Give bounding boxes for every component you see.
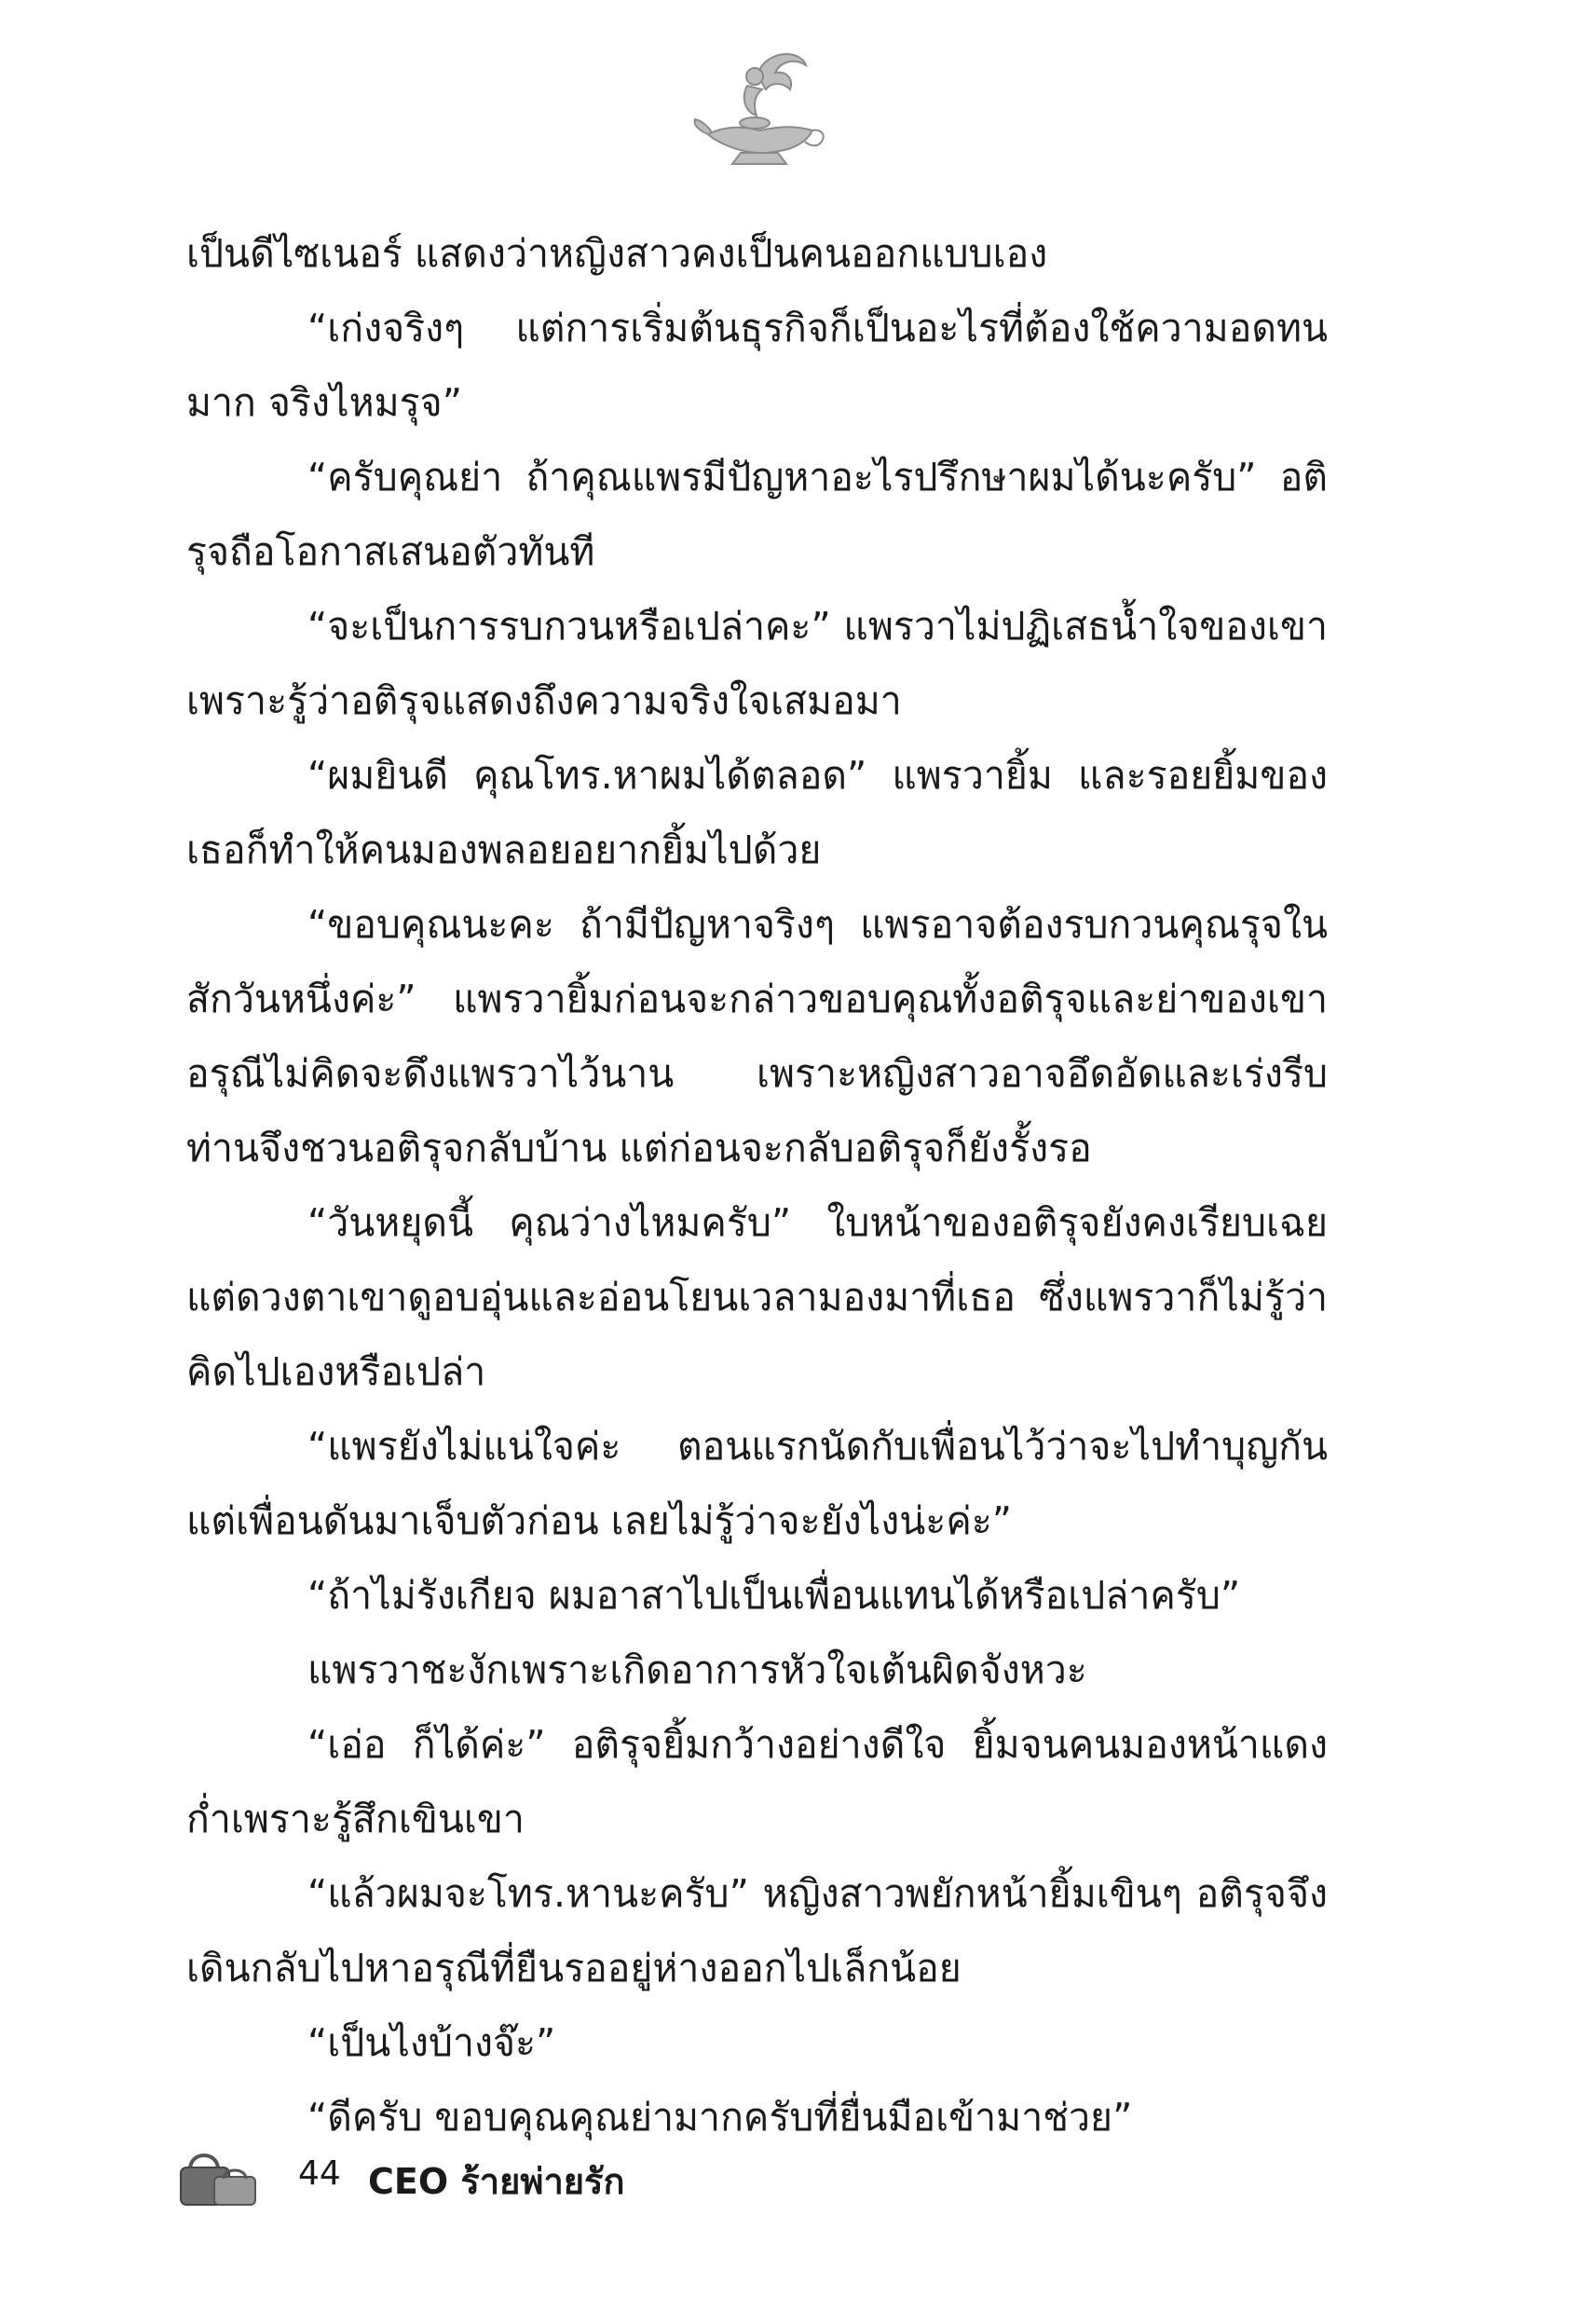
paragraph: “ครับคุณย่า ถ้าคุณแพรมีปัญหาอะไรปรึกษาผมได้นะครับ” อติรุจถือโอกาสเสนอตัวทันที [186, 455, 1328, 574]
paragraph: “แล้วผมจะโทร.หานะครับ” หญิงสาวพยักหน้ายิ้มเขินๆ อติรุจจึงเดินกลับไปหาอรุณีที่ยืนรออยู่ห่างออกไปเล็กน้อย [186, 1871, 1328, 1990]
paragraph: “ถ้าไม่รังเกียจ ผมอาสาไปเป็นเพื่อนแทนได้หรือเปล่าครับ” [307, 1573, 1241, 1618]
paragraph: “วันหยุดนี้ คุณว่างไหมครับ” ใบหน้าของอติรุจยังคงเรียบเฉย แต่ดวงตาเขาดูอบอุ่นและอ่อนโยนเวลามองมาที่เธอ ซึ่งแพรวาก็ไม่รู้ว่าคิดไปเองหรือเปล่า [186, 1200, 1328, 1394]
paragraph: “เป็นไงบ้างจ๊ะ” [307, 2020, 556, 2065]
paragraph: “ผมยินดี คุณโทร.หาผมได้ตลอด” แพรวายิ้ม และรอยยิ้มของเธอก็ทำให้คนมองพลอยอยากยิ้มไปด้วย [186, 753, 1328, 872]
paragraph: “เอ่อ ก็ได้ค่ะ” อติรุจยิ้มกว้างอย่างดีใจ ยิ้มจนคนมองหน้าแดงก่ำเพราะรู้สึกเขินเขา [186, 1722, 1328, 1841]
book-title: CEO ร้ายพ่ายรัก [368, 2161, 625, 2202]
paragraph: “ดีครับ ขอบคุณคุณย่ามากครับที่ยื่นมือเข้ามาช่วย” [307, 2095, 1133, 2140]
paragraph: “ขอบคุณนะคะ ถ้ามีปัญหาจริงๆ แพรอาจต้องรบกวนคุณรุจในสักวันหนึ่งค่ะ” แพรวายิ้มก่อนจะกล่าวขอบคุณทั้งอติรุจและย่าของเขา อรุณีไม่คิดจะดึงแพรวาไว้นาน เพราะหญิงสาวอาจอึดอัดและเร่งรีบ ท่านจึงชวนอติรุจกลับบ้าน แต่ก่อนจะกลับอติรุจก็ยังรั้งรอ [186, 902, 1328, 1170]
paragraph: แพรวาชะงักเพราะเกิดอาการหัวใจเต้นผิดจังหวะ [307, 1648, 1087, 1692]
handbag-icon [177, 2141, 263, 2208]
genie-lamp-icon [689, 45, 829, 175]
paragraph: “แพรยังไม่แน่ใจค่ะ ตอนแรกนัดกับเพื่อนไว้ว่าจะไปทำบุญกัน แต่เพื่อนดันมาเจ็บตัวก่อน เลยไม่รู้ว่าจะยังไงน่ะค่ะ” [186, 1424, 1328, 1543]
story-body [186, 216, 1328, 2154]
page-number: 44 [298, 2154, 341, 2193]
paragraph: เป็นดีไซเนอร์ แสดงว่าหญิงสาวคงเป็นคนออกแบบเอง [186, 231, 1048, 276]
paragraph: “เก่งจริงๆ แต่การเริ่มต้นธุรกิจก็เป็นอะไรที่ต้องใช้ความอดทนมาก จริงไหมรุจ” [186, 306, 1328, 425]
paragraph: “จะเป็นการรบกวนหรือเปล่าคะ” แพรวาไม่ปฏิเสธน้ำใจของเขาเพราะรู้ว่าอติรุจแสดงถึงความจริงใจเสมอมา [186, 604, 1328, 723]
page-footer [177, 2141, 829, 2216]
